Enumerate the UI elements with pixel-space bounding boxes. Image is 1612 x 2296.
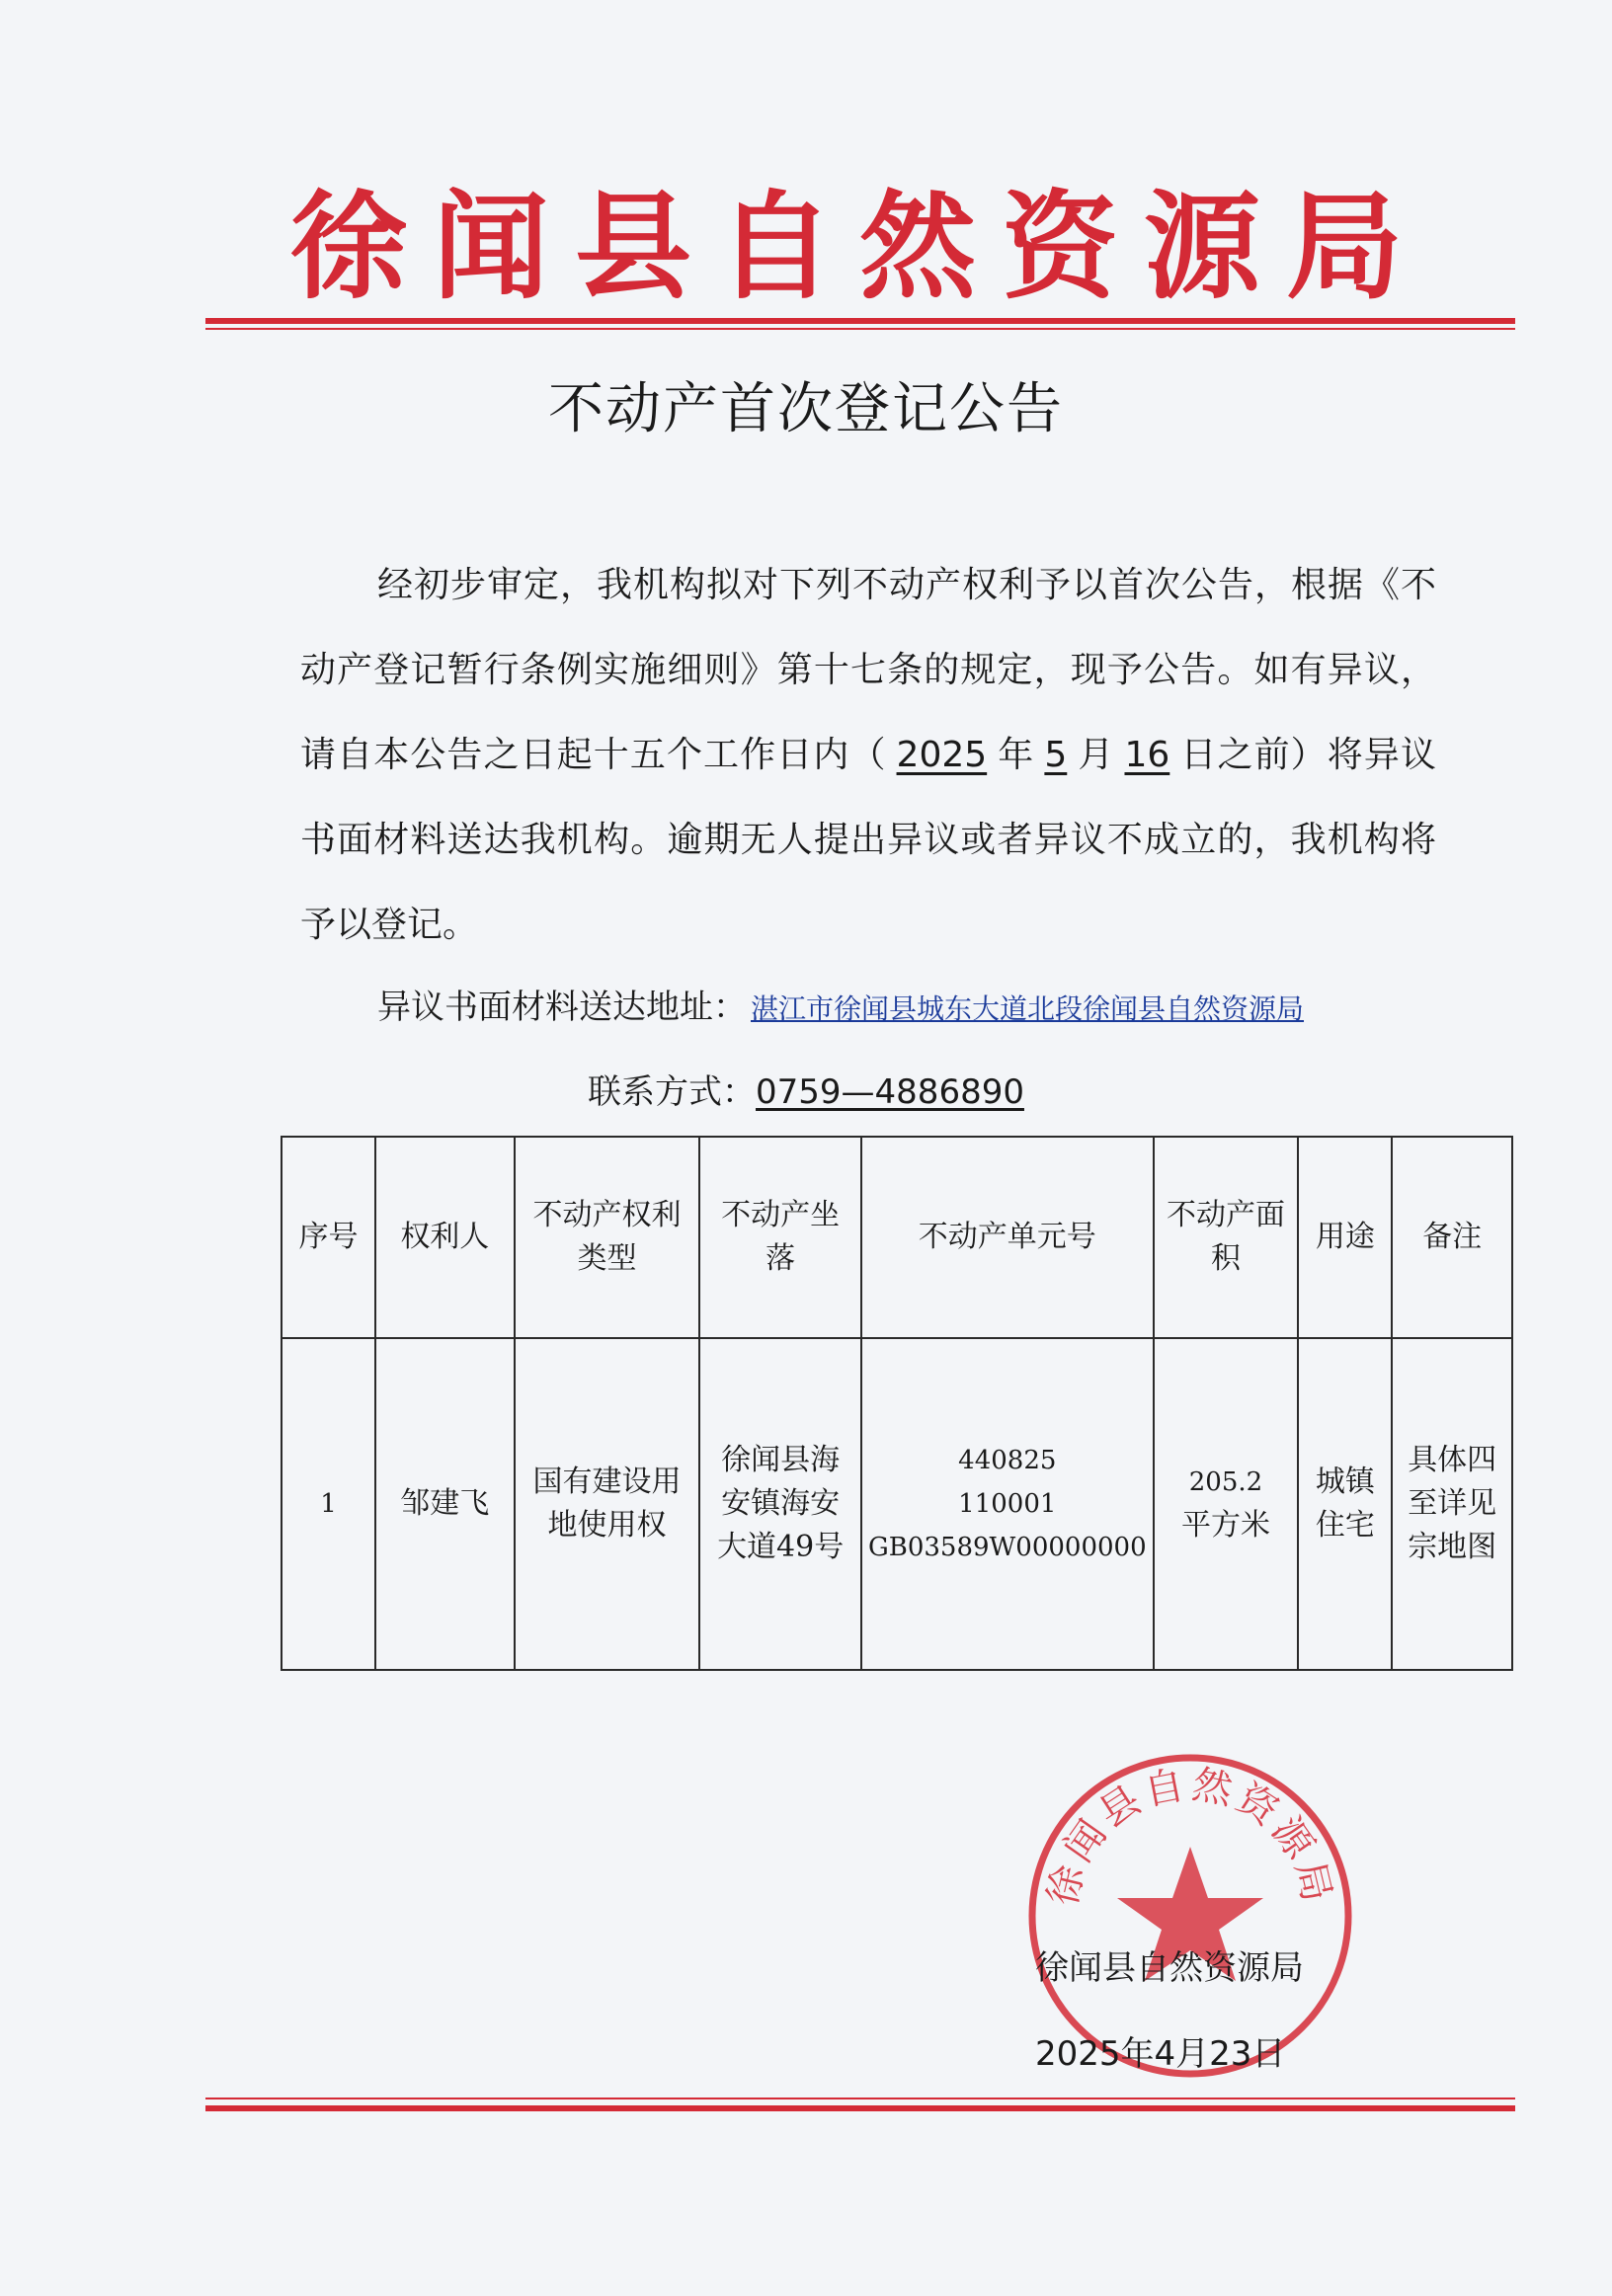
notice-body	[300, 543, 1436, 968]
body-text-1: 经初步审定，我机构拟对下列不动产权利予以首次公告，根据《不动产登记暂行条例实施细则》第十七条的规定，现予公告。如有异议，请自本公告之日起十五个工作日内（	[300, 565, 1436, 775]
unit-number-line: 440825	[958, 1446, 1057, 1475]
area-unit: 平方米	[1180, 1508, 1270, 1543]
cell-index: 1	[282, 1338, 375, 1670]
address-value: 湛江市徐闻县城东大道北段徐闻县自然资源局	[751, 992, 1305, 1025]
deadline-month: 5	[1044, 735, 1068, 775]
unit-number-line: GB03589W00000000	[867, 1533, 1147, 1562]
year-char: 年	[997, 735, 1035, 775]
table-header-cell: 不动产权利类型	[515, 1137, 700, 1338]
table-header-cell: 备注	[1392, 1137, 1512, 1338]
letterhead-rule-thin	[205, 328, 1515, 330]
table-header-cell: 不动产坐落	[699, 1137, 861, 1338]
unit-number-line: 110001	[958, 1489, 1057, 1519]
contact-info	[0, 1065, 1612, 1120]
seal-text: 徐闻县自然资源局	[1039, 1762, 1341, 1910]
contact-value: 0759—4886890	[756, 1072, 1024, 1112]
signature-date: 2025年4月23日	[1035, 2034, 1286, 2074]
table-header-cell: 权利人	[375, 1137, 514, 1338]
objection-address	[377, 980, 1304, 1037]
body-text-2: 日之前）将异议书面材料送达我机构。逾期无人提出异议或者异议不成立的，我机构将予以登记。	[300, 735, 1436, 945]
letterhead-title: 徐闻县自然资源局	[289, 178, 1428, 315]
table-header-cell: 序号	[282, 1137, 375, 1338]
cell-unit-number	[861, 1338, 1154, 1670]
table-header-row	[282, 1137, 1512, 1338]
cell-area	[1154, 1338, 1299, 1670]
notice-title: 不动产首次登记公告	[548, 377, 1064, 441]
table-header-cell: 不动产单元号	[861, 1137, 1154, 1338]
table-header-cell: 不动产面积	[1154, 1137, 1299, 1338]
table-header-cell: 用途	[1298, 1137, 1392, 1338]
area-value: 205.2	[1188, 1467, 1263, 1497]
signature-organization: 徐闻县自然资源局	[1035, 1948, 1304, 1988]
footer-rule-thin	[205, 2098, 1515, 2099]
cell-owner: 邹建飞	[375, 1338, 514, 1670]
letterhead-rule-thick	[205, 318, 1515, 324]
cell-remark: 具体四至详见宗地图	[1392, 1338, 1512, 1670]
registration-table	[281, 1136, 1513, 1671]
contact-label: 联系方式：	[588, 1072, 757, 1112]
month-char: 月	[1077, 735, 1115, 775]
deadline-year: 2025	[896, 735, 988, 775]
cell-location: 徐闻县海安镇海安大道49号	[699, 1338, 861, 1670]
cell-right-type: 国有建设用地使用权	[515, 1338, 700, 1670]
deadline-day: 16	[1124, 735, 1170, 775]
cell-usage: 城镇住宅	[1298, 1338, 1392, 1670]
footer-rule-thick	[205, 2105, 1515, 2111]
address-label: 异议书面材料送达地址：	[377, 988, 747, 1027]
table-row	[282, 1338, 1512, 1670]
